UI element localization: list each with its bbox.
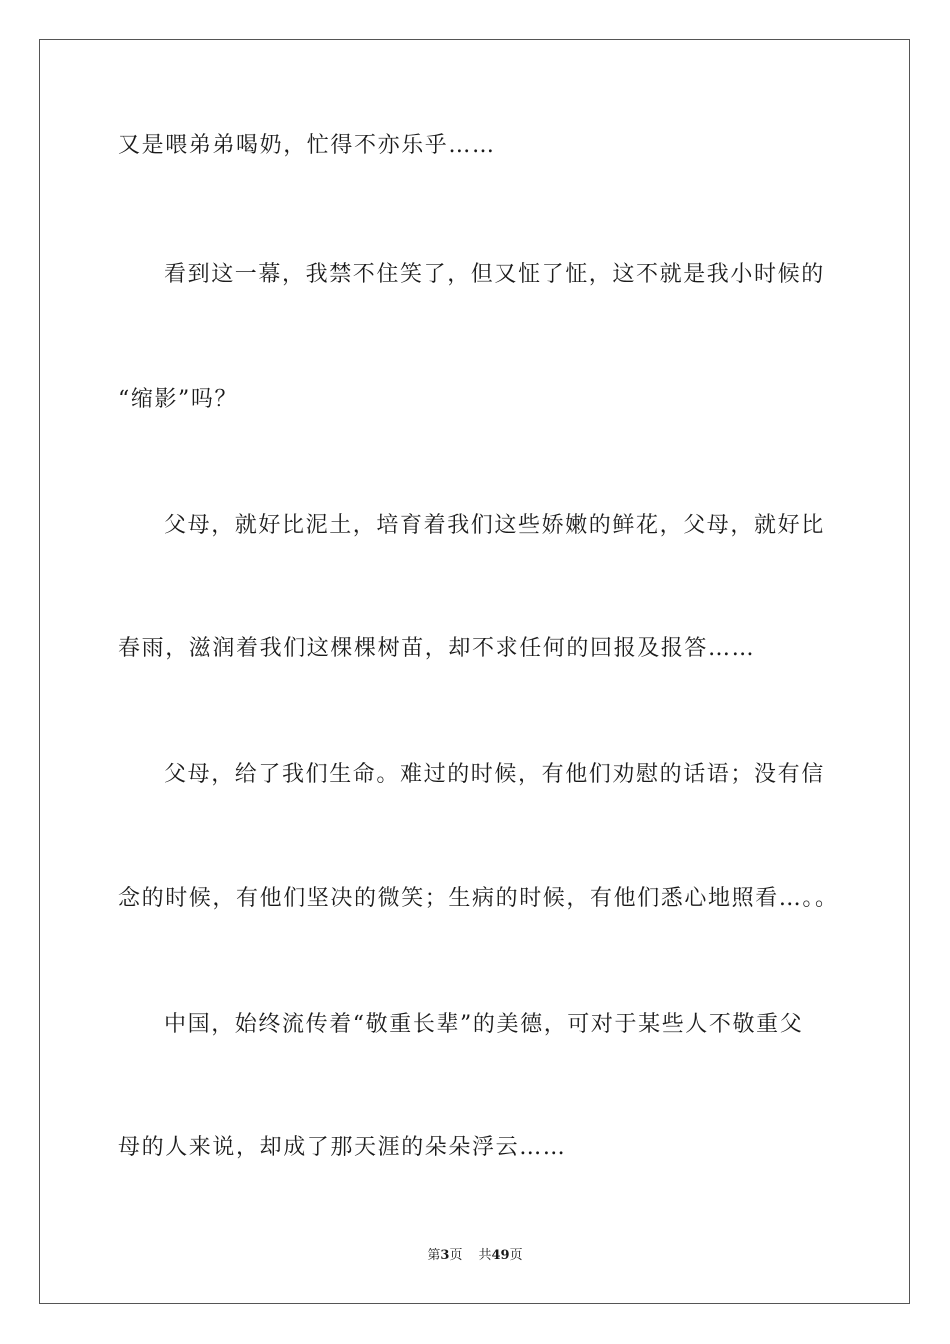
- page-number-label: 第3页: [427, 1248, 463, 1263]
- text-line-1: 又是喂弟弟喝奶，忙得不亦乐乎……: [118, 133, 496, 158]
- text-line-9: 母的人来说，却成了那天涯的朵朵浮云……: [118, 1135, 567, 1160]
- text-line-5: 春雨，滋润着我们这棵棵树苗，却不求任何的回报及报答……: [118, 636, 756, 661]
- text-line-6: 父母，给了我们生命。难过的时候，有他们劝慰的话语；没有信: [164, 762, 825, 787]
- text-line-2: 看到这一幕，我禁不住笑了，但又怔了怔，这不就是我小时候的: [164, 262, 825, 287]
- page-footer: [0, 1247, 950, 1265]
- text-line-8: 中国，始终流传着“敬重长辈”的美德，可对于某些人不敬重父: [164, 1012, 804, 1037]
- total-pages-label: 共49页: [478, 1248, 523, 1263]
- text-line-7: 念的时候，有他们坚决的微笑；生病的时候，有他们悉心地照看…。。: [118, 886, 839, 911]
- page-border: [39, 39, 910, 1304]
- text-line-4: 父母，就好比泥土，培育着我们这些娇嫩的鲜花，父母，就好比: [164, 513, 825, 538]
- text-line-3: “缩影”吗？: [118, 387, 239, 412]
